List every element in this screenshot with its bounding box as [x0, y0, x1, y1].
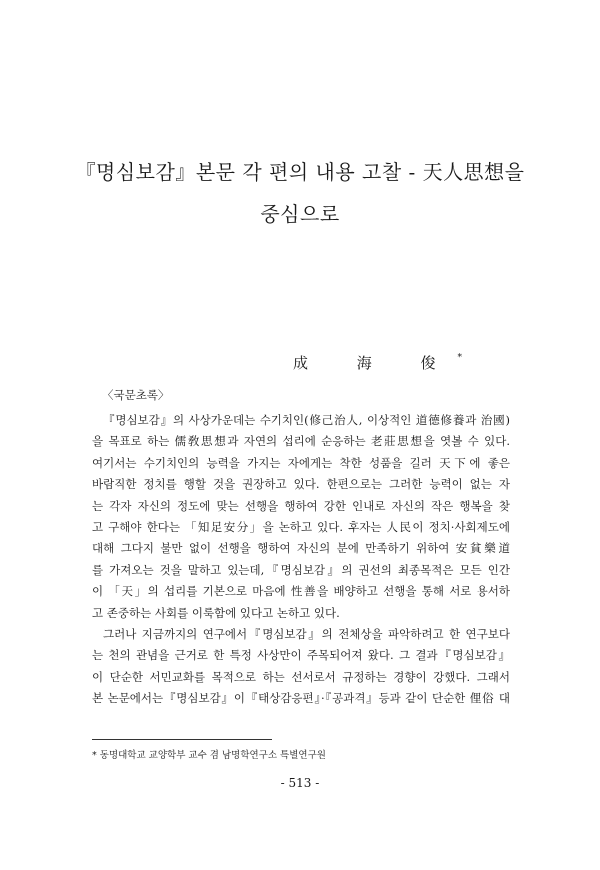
footnote-divider [92, 739, 272, 740]
author-footnote-mark: * [457, 353, 462, 363]
text-line: 그러나 지금까지의 연구에서『명심보감』의 전체상을 파악하려고 한 연구보다 [103, 627, 510, 642]
text-line: 고 존중하는 사회를 이룩함에 있다고 논하고 있다. [92, 605, 340, 620]
text-line: 본 논문에서는『명심보감』이『태상감응편』·『공과격』등과 같이 단순한 俚俗 대 [92, 691, 510, 706]
paper-title-line-2: 중심으로 [260, 202, 340, 226]
text-line: 이 「天」의 섭리를 기본으로 마음에 性善을 배양하고 선행을 통해 서로 용서하 [92, 584, 510, 599]
text-line: 고 구해야 한다는 「知足安分」을 논하고 있다. 후자는 人民이 정치·사회제도에 [92, 520, 510, 535]
author-name-text: 成 海 俊 [292, 354, 458, 372]
author-name [293, 352, 462, 373]
text-line: 는 천의 관념을 근거로 한 특정 사상만이 주목되어져 왔다. 그 결과『명심보감』 [92, 648, 510, 663]
paper-title-line-1: 『명심보감』본문 각 편의 내용 고찰 - 天人思想을 [75, 160, 525, 184]
text-line: 는 각자 자신의 정도에 맞는 선행을 행하여 강한 인내로 자신의 작은 행복을 찾 [92, 498, 510, 513]
text-line: 를 가져오는 것을 말하고 있는데,『명심보감』의 권선의 최종목적은 모든 인간 [92, 562, 510, 577]
text-line: 여기서는 수기치인의 능력을 가지는 자에게는 착한 성품을 길러 天下에 좋은 [92, 455, 510, 470]
author-footnote: * 동명대학교 교양학부 교수 겸 남명학연구소 특별연구원 [92, 750, 326, 761]
abstract-paragraph-1 [92, 410, 510, 624]
abstract-body [92, 410, 510, 710]
page-number: - 513 - [280, 776, 320, 790]
abstract-paragraph-2 [92, 624, 510, 710]
text-line: 바람직한 정치를 행할 것을 권장하고 있다. 한편으로는 그러한 능력이 없는 자 [92, 477, 510, 492]
text-line: 『명심보감』의 사상가운데는 수기치인(修己治人, 이상적인 道德修養과 治國) [103, 413, 510, 427]
text-line: 대해 그다지 불만 없이 선행을 행하여 자신의 분에 만족하기 위하여 安貧樂道 [92, 541, 510, 556]
abstract-label: 〈국문초록〉 [102, 388, 170, 402]
text-line: 을 목표로 하는 儒敎思想과 자연의 섭리에 순응하는 老莊思想을 엿볼 수 있다. [92, 434, 510, 449]
text-line: 이 단순한 서민교화를 목적으로 하는 선서로서 규정하는 경향이 강했다. 그래서 [92, 669, 510, 684]
